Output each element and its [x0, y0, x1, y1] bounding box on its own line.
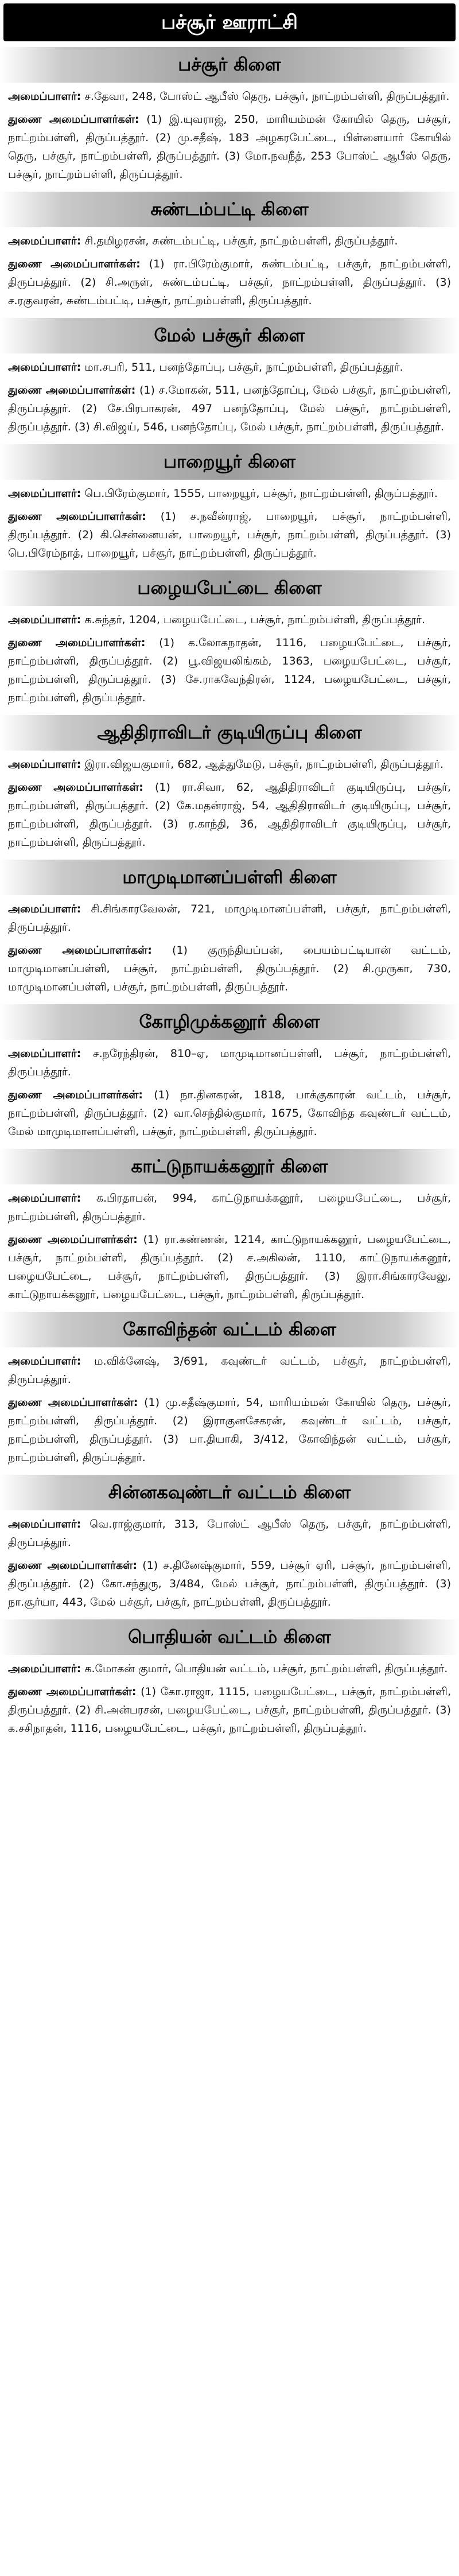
deputy-organizers-text: (1) இ.யுவராஜ், 250, மாரியம்மன் கோயில் தெரு, பச்சூர், நாட்றம்பள்ளி, திருப்பத்தூர். (2) மு.சதீஷ், 183 அழகரபேட்டை, பிள்ளையார் கோயில் தெரு, பச்சூர், நாட்றம்பள்ளி, திருப்பத்தூர். (3) மோ.நவநீத், 253 போஸ்ட் ஆபீஸ் தெரு, பச்சூர், நாட்றம்பள்ளி, திருப்பத்தூர்.: [8, 113, 451, 181]
branch-section: [0, 192, 459, 310]
deputy-organizers-entry: [8, 1683, 451, 1738]
organizer-label: அமைப்பாளர்:: [8, 1047, 81, 1060]
branch-section: [0, 47, 459, 184]
branch-section: [0, 1475, 459, 1611]
organizer-text: ச.தேவா, 248, போஸ்ட் ஆபீஸ் தெரு, பச்சூர், நாட்றம்பள்ளி, திருப்பத்தூர்.: [84, 90, 450, 103]
deputy-organizers-label: துணை அமைப்பாளர்கள்:: [8, 384, 136, 397]
organizer-text: க.மோகன் குமார், பொதியன் வட்டம், பச்சூர், நாட்றம்பள்ளி, திருப்பத்தூர்.: [84, 1662, 448, 1675]
deputy-organizers-text: (1) ரா.பிரேம்குமார், சுண்டம்பட்டி, பச்சூர், நாட்றம்பள்ளி, திருப்பத்தூர். (2) சி.அருள், சுண்டம்பட்டி, பச்சூர், நாட்றம்பள்ளி, திருப்பத்தூர். (3) ச.ரகுவரன், சுண்டம்பட்டி, பச்சூர், நாட்றம்பள்ளி, திருப்பத்தூர்.: [8, 258, 452, 307]
branch-section: [0, 570, 459, 707]
organizer-text: ம.விக்னேஷ், 3/691, கவுண்டர் வட்டம், பச்சூர், நாட்றம்பள்ளி, திருப்பத்தூர்.: [8, 1355, 451, 1386]
branch-section: [0, 1149, 459, 1304]
branch-title: பச்சூர் கிளை: [0, 47, 459, 83]
organizer-entry: [8, 755, 451, 774]
deputy-organizers-label: துணை அமைப்பாளர்கள்:: [8, 258, 141, 270]
organizer-label: அமைப்பாளர்:: [8, 1518, 81, 1530]
branch-title: மாமுடிமானப்பள்ளி கிளை: [0, 860, 459, 895]
organizer-entry: [8, 1515, 451, 1552]
deputy-organizers-entry: [8, 778, 451, 852]
organizer-label: அமைப்பாளர்:: [8, 487, 81, 500]
deputy-organizers-entry: [8, 634, 451, 707]
organizer-entry: [8, 358, 451, 376]
deputy-organizers-text: (1) நா.தினகரன், 1818, பாக்குகாரன் வட்டம், பச்சூர், நாட்றம்பள்ளி, திருப்பத்தூர். (2) வா.செந்தில்குமார், 1675, கோவிந்த கவுண்டர் வட்டம், மேல் மாமுடிமானப்பள்ளி, பச்சூர், நாட்றம்பள்ளி, திருப்பத்தூர்.: [8, 1089, 452, 1138]
branch-title: மேல் பச்சூர் கிளை: [0, 318, 459, 353]
organizer-label: அமைப்பாளர்:: [8, 235, 81, 247]
deputy-organizers-label: துணை அமைப்பாளர்கள்:: [8, 1089, 143, 1101]
organizer-text: பெ.பிரேம்குமார், 1555, பாறையூர், பச்சூர், நாட்றம்பள்ளி, திருப்பத்தூர்.: [84, 487, 438, 500]
organizer-label: அமைப்பாளர்:: [8, 361, 81, 374]
organizer-entry: [8, 1044, 451, 1081]
organizer-label: அமைப்பாளர்:: [8, 903, 81, 915]
branch-section: [0, 1619, 459, 1738]
deputy-organizers-label: துணை அமைப்பாளர்கள்:: [8, 781, 143, 794]
organizer-entry: [8, 232, 451, 250]
organizer-entry: [8, 611, 451, 629]
organizer-text: மா.சபரி, 511, பனந்தோப்பு, பச்சூர், நாட்றம்பள்ளி, திருப்பத்தூர்.: [84, 361, 403, 374]
branch-title: பழையபேட்டை கிளை: [0, 570, 459, 606]
deputy-organizers-text: (1) ரா.கண்ணன், 1214, காட்டுநாயக்கனூர், பழையபேட்டை, பச்சூர், நாட்றம்பள்ளி, திருப்பத்தூர். (2) ச.அகிலன், 1110, காட்டுநாயக்கனூர், பழையபேட்டை, பச்சூர், நாட்றம்பள்ளி, திருப்பத்தூர். (3) இரா.சிங்காரவேலு, காட்டுநாயக்கனூர், பழையபேட்டை, பச்சூர், நாட்றம்பள்ளி, திருப்பத்தூர்.: [8, 1233, 451, 1301]
organizer-text: க.சுந்தர், 1204, பழையபேட்டை, பச்சூர், நாட்றம்பள்ளி, திருப்பத்தூர்.: [84, 613, 426, 626]
deputy-organizers-text: (1) மு.சதீஷ்குமார், 54, மாரியம்மன் கோயில் தெரு, பச்சூர், நாட்றம்பள்ளி, திருப்பத்தூர். (2) இராகுனசேகரன், கவுண்டர் வட்டம், பச்சூர், நாட்றம்பள்ளி, திருப்பத்தூர். (3) பா.தியாகி, 3/412, கோவிந்தன் வட்டம், பச்சூர், நாட்றம்பள்ளி, திருப்பத்தூர்.: [8, 1396, 451, 1464]
deputy-organizers-label: துணை அமைப்பாளர்கள்:: [8, 944, 152, 957]
branch-title: ஆதிதிராவிடர் குடியிருப்பு கிளை: [0, 715, 459, 751]
deputy-organizers-entry: [8, 1086, 451, 1141]
organizer-entry: [8, 900, 451, 937]
organizer-text: சி.தமிழரசன், சுண்டம்பட்டி, பச்சூர், நாட்றம்பள்ளி, திருப்பத்தூர்.: [84, 235, 398, 247]
branch-section: [0, 860, 459, 996]
deputy-organizers-entry: [8, 255, 451, 310]
organizer-label: அமைப்பாளர்:: [8, 613, 81, 626]
organizer-entry: [8, 1352, 451, 1389]
branch-title: கோவிந்தன் வட்டம் கிளை: [0, 1312, 459, 1347]
deputy-organizers-label: துணை அமைப்பாளர்கள்:: [8, 1233, 138, 1246]
organizer-label: அமைப்பாளர்:: [8, 758, 81, 771]
branch-section: [0, 715, 459, 852]
organizer-text: வெ.ராஜ்குமார், 313, போஸ்ட் ஆபீஸ் தெரு, பச்சூர், நாட்றம்பள்ளி, திருப்பத்தூர்.: [8, 1518, 452, 1549]
organizer-text: ச.நரேந்திரன், 810–ஏ, மாமுடிமானப்பள்ளி, பச்சூர், நாட்றம்பள்ளி, திருப்பத்தூர்.: [8, 1047, 451, 1078]
branch-title: பாறையூர் கிளை: [0, 444, 459, 480]
deputy-organizers-entry: [8, 507, 451, 562]
branch-list: [0, 47, 459, 1738]
deputy-organizers-text: (1) கோ.ராஜா, 1115, பழையபேட்டை, பச்சூர், நாட்றம்பள்ளி, திருப்பத்தூர். (2) சி.அன்பரசன், பழையபேட்டை, பச்சூர், நாட்றம்பள்ளி, திருப்பத்தூர். (3) க.சசிநாதன், 1116, பழையபேட்டை, பச்சூர், நாட்றம்பள்ளி, திருப்பத்தூர்.: [8, 1685, 451, 1735]
organizer-entry: [8, 87, 451, 106]
organizer-entry: [8, 484, 451, 503]
deputy-organizers-label: துணை அமைப்பாளர்கள்:: [8, 1685, 137, 1698]
branch-section: [0, 444, 459, 562]
organizer-label: அமைப்பாளர்:: [8, 1355, 81, 1367]
organizer-text: க.பிரதாபன், 994, காட்டுநாயக்கனூர், பழையபேட்டை, பச்சூர், நாட்றம்பள்ளி, திருப்பத்தூர்.: [8, 1192, 451, 1223]
deputy-organizers-entry: [8, 941, 451, 996]
deputy-organizers-label: துணை அமைப்பாளர்கள்:: [8, 636, 146, 649]
branch-title: சுண்டம்பட்டி கிளை: [0, 192, 459, 227]
deputy-organizers-label: துணை அமைப்பாளர்கள்:: [8, 113, 139, 126]
organizer-label: அமைப்பாளர்:: [8, 1192, 81, 1205]
branch-title: சின்னகவுண்டர் வட்டம் கிளை: [0, 1475, 459, 1510]
deputy-organizers-text: (1) ச.தினேஷ்குமார், 559, பச்சூர் ஏரி, பச்சூர், நாட்றம்பள்ளி, திருப்பத்தூர். (2) கோ.சந்துரு, 3/484, மேல் பச்சூர், நாட்றம்பள்ளி, திருப்பத்தூர். (3) நா.சூர்யா, 443, மேல் பச்சூர், பச்சூர், நாட்றம்பள்ளி, திருப்பத்தூர்.: [8, 1559, 451, 1608]
deputy-organizers-text: (1) ச.நவீன்ராஜ், பாறையூர், பச்சூர், நாட்றம்பள்ளி, திருப்பத்தூர். (2) கி.சென்னையன், பாறையூர், பச்சூர், நாட்றம்பள்ளி, திருப்பத்தூர். (3) பெ.பிரேம்நாத், பாறையூர், பச்சூர், நாட்றம்பள்ளி, திருப்பத்தூர்.: [8, 510, 452, 560]
organizer-text: இரா.விஜயகுமார், 682, ஆத்துமேடு, பச்சூர், நாட்றம்பள்ளி, திருப்பத்தூர்.: [84, 758, 444, 771]
deputy-organizers-label: துணை அமைப்பாளர்கள்:: [8, 1396, 138, 1409]
deputy-organizers-entry: [8, 1393, 451, 1467]
deputy-organizers-text: (1) ச.மோகன், 511, பனந்தோப்பு, மேல் பச்சூர், நாட்றம்பள்ளி, திருப்பத்தூர். (2) சே.பிரபாகரன், 497 பனந்தோப்பு, மேல் பச்சூர், நாட்றம்பள்ளி, திருப்பத்தூர். (3) சி.விஜய், 546, பனந்தோப்பு, மேல் பச்சூர், நாட்றம்பள்ளி, திருப்பத்தூர்.: [8, 384, 451, 433]
branch-title: பொதியன் வட்டம் கிளை: [0, 1619, 459, 1655]
deputy-organizers-entry: [8, 1230, 451, 1304]
deputy-organizers-entry: [8, 1556, 451, 1611]
deputy-organizers-label: துணை அமைப்பாளர்கள்:: [8, 1559, 137, 1572]
organizer-label: அமைப்பாளர்:: [8, 1662, 81, 1675]
branch-title: கோழிமுக்கனூர் கிளை: [0, 1004, 459, 1040]
organizer-entry: [8, 1189, 451, 1226]
organizer-label: அமைப்பாளர்:: [8, 90, 81, 103]
deputy-organizers-text: (1) குருந்தியப்பன், பையம்பட்டியான் வட்டம், மாமுடிமானப்பள்ளி, பச்சூர், நாட்றம்பள்ளி, திருப்பத்தூர். (2) சி.முருகா, 730, மாமுடிமானப்பள்ளி, பச்சூர், நாட்றம்பள்ளி, திருப்பத்தூர்.: [8, 944, 452, 993]
branch-section: [0, 1004, 459, 1141]
branch-title: காட்டுநாயக்கனூர் கிளை: [0, 1149, 459, 1184]
page-title: பச்சூர் ஊராட்சி: [3, 3, 456, 41]
branch-section: [0, 318, 459, 436]
deputy-organizers-entry: [8, 110, 451, 184]
deputy-organizers-entry: [8, 381, 451, 436]
organizer-text: சி.சிங்காரவேலன், 721, மாமுடிமானப்பள்ளி, பச்சூர், நாட்றம்பள்ளி, திருப்பத்தூர்.: [8, 903, 451, 934]
branch-section: [0, 1312, 459, 1467]
deputy-organizers-text: (1) க.லோகநாதன், 1116, பழையபேட்டை, பச்சூர், நாட்றம்பள்ளி, திருப்பத்தூர். (2) பூ.விஜயலிங்கம், 1363, பழையபேட்டை, பச்சூர், நாட்றம்பள்ளி, திருப்பத்தூர். (3) சே.ராகவேந்திரன், 1124, பழையபேட்டை, பச்சூர், நாட்றம்பள்ளி, திருப்பத்தூர்.: [8, 636, 451, 704]
organizer-entry: [8, 1660, 451, 1678]
deputy-organizers-text: (1) ரா.சிவா, 62, ஆதிதிராவிடர் குடியிருப்பு, பச்சூர், நாட்றம்பள்ளி, திருப்பத்தூர். (2) கே.மதன்ராஜ், 54, ஆதிதிராவிடர் குடியிருப்பு, பச்சூர், நாட்றம்பள்ளி, திருப்பத்தூர். (3) ர.காந்தி, 36, ஆதிதிராவிடர் குடியிருப்பு, பச்சூர், நாட்றம்பள்ளி, திருப்பத்தூர்.: [8, 781, 452, 849]
deputy-organizers-label: துணை அமைப்பாளர்கள்:: [8, 510, 146, 523]
